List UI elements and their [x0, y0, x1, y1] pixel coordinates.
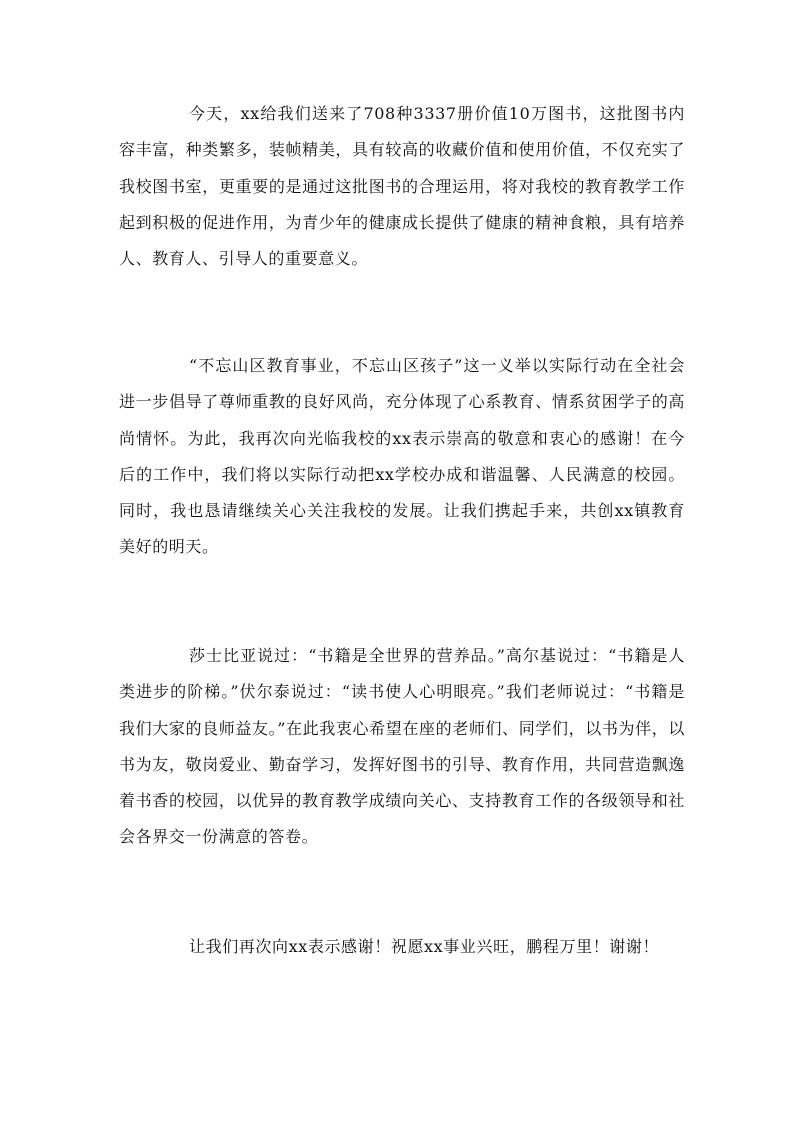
- paragraph-donation: 今天，xx给我们送来了708种3337册价值10万图书，这批图书内容丰富，种类繁多，装帧精美，具有较高的收藏价值和使用价值，不仅充实了我校图书室，更重要的是通过这批图书的合理运用，将对我校的教育教学工作起到积极的促进作用，为青少年的健康成长提供了健康的精神食粮，具有培养人、教育人、引导人的重要意义。: [119, 104, 685, 269]
- paragraph-closing: 让我们再次向xx表示感谢！祝愿xx事业兴旺，鹏程万里！谢谢！: [189, 937, 660, 956]
- paragraph-quotes: 莎士比亚说过：“书籍是全世界的营养品。”高尔基说过：“书籍是人类进步的阶梯。”伏尔泰说过：“读书使人心明眼亮。”我们老师说过：“书籍是我们大家的良师益友。”在此我衷心希望在座的老师们、同学们，以书为伴，以书为友，敬岗爱业、勤奋学习，发挥好图书的引导、教育作用，共同营造飘逸着书香的校园，以优异的教育教学成绩向关心、支持教育工作的各级领导和社会各界交一份满意的答卷。: [119, 646, 685, 847]
- paragraph-gratitude: “不忘山区教育事业，不忘山区孩子”这一义举以实际行动在全社会进一步倡导了尊师重教的良好风尚，充分体现了心系教育、情系贫困学子的高尚情怀。为此，我再次向光临我校的xx表示崇高的敬意和衷心的感谢！在今后的工作中，我们将以实际行动把xx学校办成和谐温馨、人民满意的校园。同时，我也恳请继续关心关注我校的发展。让我们携起手来，共创xx镇教育美好的明天。: [119, 356, 685, 557]
